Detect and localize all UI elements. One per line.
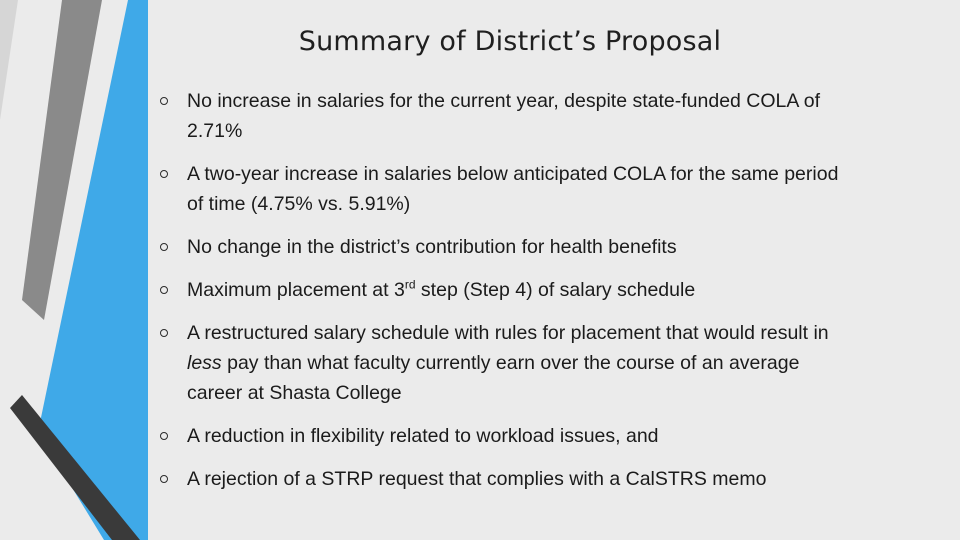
bullet-dot-icon: [160, 170, 168, 178]
emphasized-word: less: [187, 352, 222, 374]
bullet-item: [160, 275, 860, 305]
bullet-item: [160, 421, 860, 451]
bullet-dot-icon: [160, 97, 168, 105]
bullet-item: [160, 232, 860, 262]
bullet-text: No change in the district’s contribution for health benefits: [187, 236, 677, 258]
bullet-text-end: step (Step 4) of salary schedule: [415, 279, 696, 301]
bullet-dot-icon: [160, 243, 168, 251]
bullet-item: [160, 86, 860, 146]
bullet-text: A two-year increase in salaries below anticipated COLA for the same period of time (4.75% vs. 5.91%): [187, 163, 839, 215]
bullet-dot-icon: [160, 475, 168, 483]
ordinal-suffix: rd: [404, 277, 416, 292]
light-shadow: [0, 0, 18, 120]
bullet-text-start: A restructured salary schedule with rules for placement that would result in: [187, 322, 829, 344]
bullet-dot-icon: [160, 286, 168, 294]
bullet-item: [160, 159, 860, 219]
slide-title: Summary of District’s Proposal: [298, 26, 722, 57]
bullet-text-start: Maximum placement at 3: [187, 279, 405, 301]
bullet-dot-icon: [160, 329, 168, 337]
bullet-text: A rejection of a STRP request that complies with a CalSTRS memo: [187, 468, 767, 490]
bullet-text-end: pay than what faculty currently earn over the course of an average career at Shasta College: [187, 352, 800, 404]
bullet-text: No increase in salaries for the current year, despite state-funded COLA of 2.71%: [187, 90, 821, 142]
bullet-dot-icon: [160, 432, 168, 440]
bullet-text: A reduction in flexibility related to workload issues, and: [187, 425, 659, 447]
bullet-item: [160, 318, 860, 408]
bullet-list: [160, 86, 860, 507]
bullet-item: [160, 464, 860, 494]
